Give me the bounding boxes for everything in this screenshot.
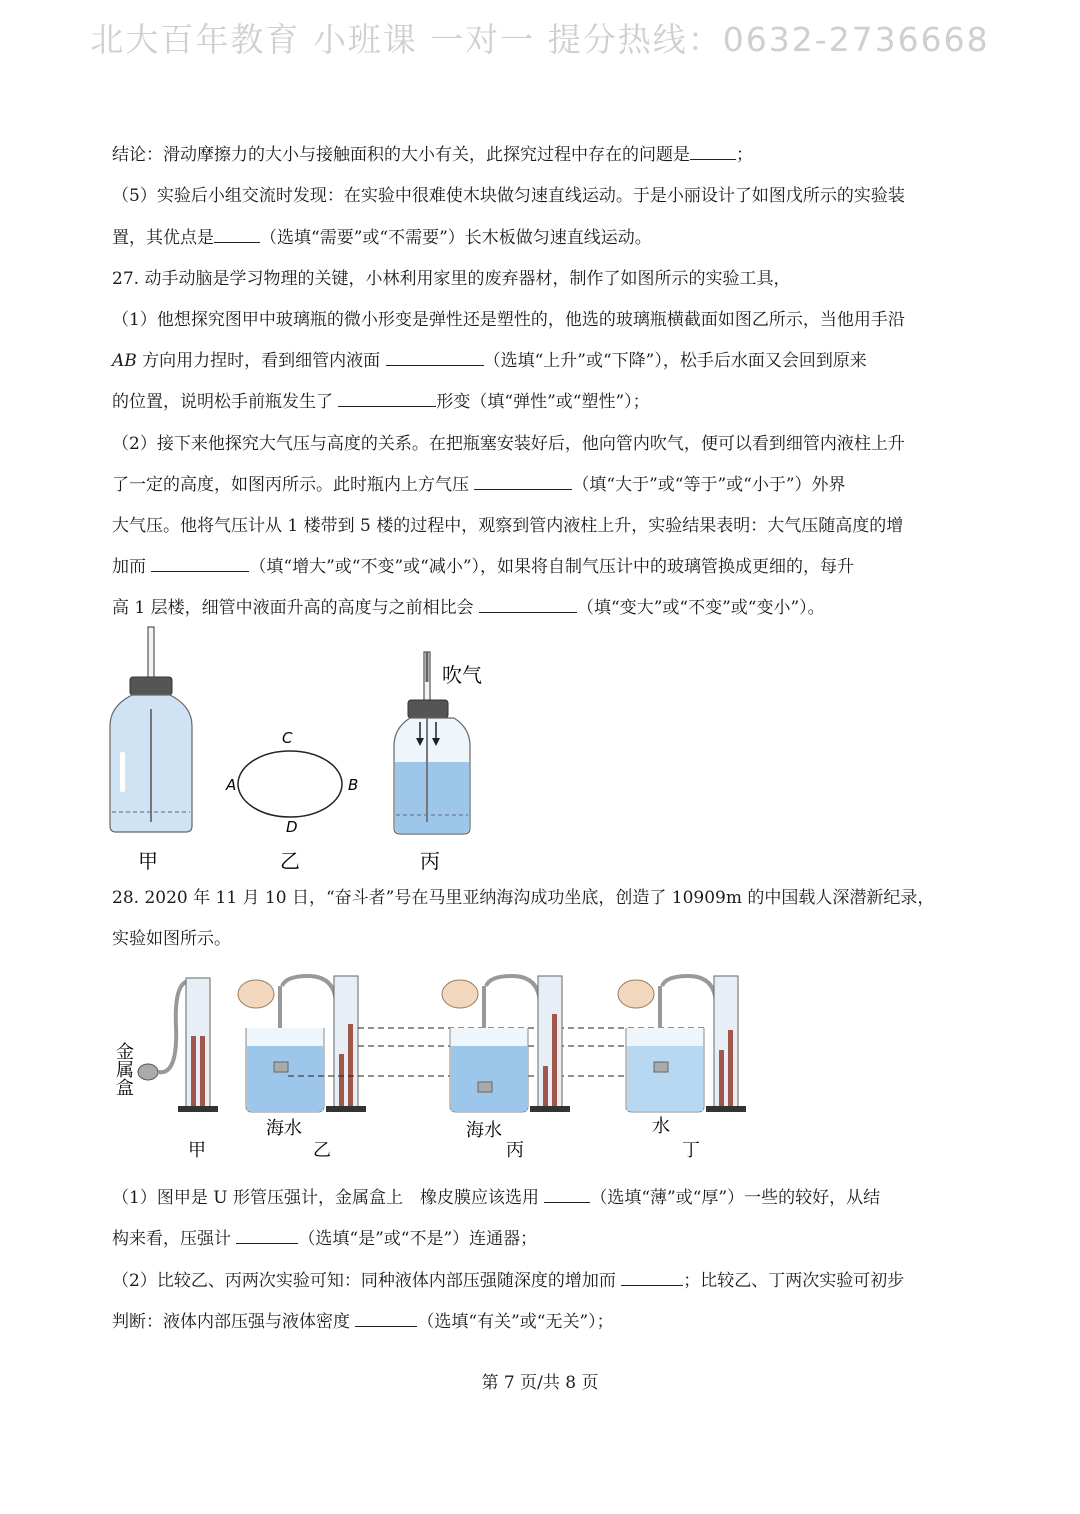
label-bing: 丙 xyxy=(506,1140,524,1161)
text-line-12: 高 1 层楼，细管中液面升高的高度与之前相比会 （填“变大”或“不变”或“变小”）。 xyxy=(112,598,825,618)
answer-blank[interactable] xyxy=(214,226,260,243)
page-footer: 第 7 页/共 8 页 xyxy=(481,1373,599,1393)
text-line-6: AB 方向用力捏时，看到细管内液面 （选填“上升”或“下降”），松手后水面又会回到原来 xyxy=(112,351,867,371)
answer-blank[interactable] xyxy=(474,473,572,490)
seawater-label-2: 海水 xyxy=(466,1120,502,1141)
svg-text:属: 属 xyxy=(116,1060,134,1081)
text-line-18: 判断：液体内部压强与液体密度 （选填“有关”或“无关”）； xyxy=(112,1312,614,1332)
point-b-label: B xyxy=(348,776,359,794)
text-line-2: （5）实验后小组交流时发现：在实验中很难使木块做匀速直线运动。于是小丽设计了如图戊所示的实验装 xyxy=(112,186,905,206)
gauge-yi xyxy=(238,976,366,1161)
svg-text:盒: 盒 xyxy=(116,1078,134,1099)
answer-blank[interactable] xyxy=(236,1227,298,1244)
metal-box xyxy=(138,1064,158,1080)
answer-blank[interactable] xyxy=(544,1186,590,1203)
label-jia: 甲 xyxy=(188,1140,206,1161)
point-d-label: D xyxy=(286,818,298,836)
blow-label: 吹气 xyxy=(442,663,482,687)
question-28-title: 28. 2020 年 11 月 10 日，“奋斗者”号在马里亚纳海沟成功坐底，创造了 10909m 的中国载人深潜新纪录， xyxy=(112,888,935,908)
figure-pressure-gauges xyxy=(108,966,768,1166)
text-line-3: 置，其优点是 （选填“需要”或“不需要”）长木板做匀速直线运动。 xyxy=(112,228,652,248)
watermark: 北大百年教育 小班课 一对一 提分热线：0632-2736668 xyxy=(90,20,990,59)
text-line-16: 构来看，压强计 （选填“是”或“不是”）连通器； xyxy=(112,1229,538,1249)
water-label: 水 xyxy=(652,1116,670,1137)
text-line-8: （2）接下来他探究大气压与高度的关系。在把瓶塞安装好后，他向管内吹气，便可以看到细管内液柱上升 xyxy=(112,434,905,454)
answer-blank[interactable] xyxy=(621,1269,683,1286)
text-line-7: 的位置，说明松手前瓶发生了 形变（填“弹性”或“塑性”）； xyxy=(112,392,650,412)
cross-section-yi xyxy=(225,729,358,836)
gauge-ding xyxy=(618,976,746,1161)
label-ding: 丁 xyxy=(682,1140,700,1161)
question-27-title: 27. 动手动脑是学习物理的关键，小林利用家里的废弃器材，制作了如图所示的实验工具， xyxy=(112,269,791,289)
text-line-14: 实验如图所示。 xyxy=(112,929,231,949)
seawater-label-1: 海水 xyxy=(266,1118,302,1139)
answer-blank[interactable] xyxy=(151,555,249,572)
answer-blank[interactable] xyxy=(355,1310,417,1327)
figure-bottles xyxy=(100,622,500,880)
text-line-5: （1）他想探究图甲中玻璃瓶的微小形变是弹性还是塑性的，他选的玻璃瓶横截面如图乙所示，当他用手沿 xyxy=(112,310,905,330)
text-line-1: 结论：滑动摩擦力的大小与接触面积的大小有关，此探究过程中存在的问题是 ； xyxy=(112,145,753,165)
gauge-bing xyxy=(442,976,570,1161)
answer-blank[interactable] xyxy=(386,349,484,366)
label-jia: 甲 xyxy=(138,849,158,873)
label-yi: 乙 xyxy=(313,1140,331,1161)
answer-blank[interactable] xyxy=(479,596,577,613)
text-line-9: 了一定的高度，如图丙所示。此时瓶内上方气压 （填“大于”或“等于”或“小于”）外界 xyxy=(112,475,846,495)
svg-text:金: 金 xyxy=(116,1042,134,1063)
text-line-15: （1）图甲是 U 形管压强计，金属盒上 橡皮膜应该选用 （选填“薄”或“厚”）一些的较好，从结 xyxy=(112,1188,881,1208)
bottle-bing xyxy=(394,652,482,834)
answer-blank[interactable] xyxy=(690,143,736,160)
gauge-jia xyxy=(116,978,218,1161)
answer-blank[interactable] xyxy=(338,390,436,407)
label-yi: 乙 xyxy=(280,849,300,873)
label-bing: 丙 xyxy=(420,849,440,873)
point-c-label: C xyxy=(282,729,293,747)
point-a-label: A xyxy=(226,776,237,794)
text-line-17: （2）比较乙、丙两次实验可知：同种液体内部压强随深度的增加而 ；比较乙、丁两次实验可初步 xyxy=(112,1271,905,1291)
text-line-10: 大气压。他将气压计从 1 楼带到 5 楼的过程中，观察到管内液柱上升，实验结果表明：大气压随高度的增 xyxy=(112,516,904,536)
bottle-jia xyxy=(110,627,192,832)
text-line-11: 加而 （填“增大”或“不变”或“减小”），如果将自制气压计中的玻璃管换成更细的，每升 xyxy=(112,557,855,577)
